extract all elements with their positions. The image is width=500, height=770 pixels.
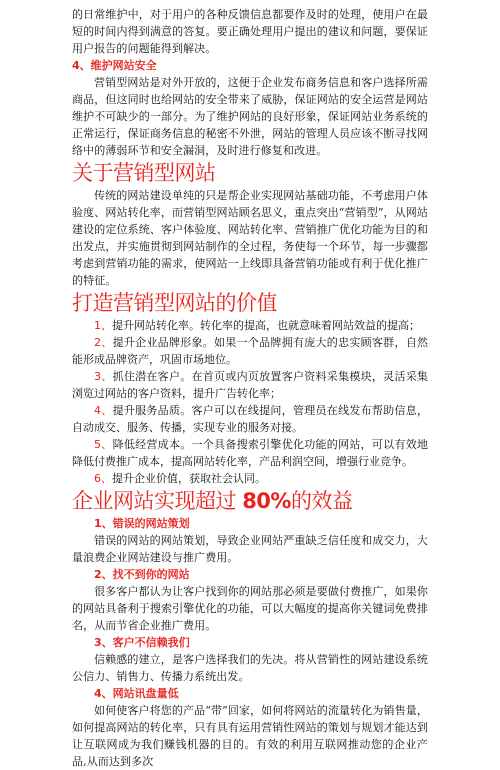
value-list [72, 317, 428, 487]
value-title: 打造营销型网站的价值 [72, 291, 277, 315]
about-title: 关于营销型网站 [72, 161, 216, 185]
value-item [72, 334, 428, 368]
effect-paragraph-3: 信赖感的建立，是客户选择我们的先决。将从营销性的网站建设系统公信力、销售力、传播力系统出发。 [72, 653, 428, 683]
effect-heading-2: 2、找不到你的网站 [94, 568, 190, 581]
value-item [72, 317, 428, 334]
value-item-text: 提升网站转化率。转化率的提高，也就意味着网站效益的提高； [112, 319, 420, 332]
value-item-text: 提升服务品质。客户可以在线提问，管理员在线发布帮助信息，自动成交、服务、传播，实现专业的服务对接。 [72, 404, 429, 434]
effect-heading-1: 1、错误的网站策划 [94, 517, 190, 530]
effect-title-prefix: 企业网站实现超过 [72, 489, 243, 513]
value-item-number: 1、 [94, 319, 112, 332]
value-item [72, 368, 428, 402]
value-item-text: 抓住潜在客户。在首页或内页放置客户资料采集模块，灵活采集浏览过网站的客户资料，提升广告转化率； [72, 370, 429, 400]
value-item [72, 402, 428, 436]
effect-heading-3: 3、客户不信赖我们 [94, 636, 190, 649]
value-item [72, 436, 428, 470]
value-item-number: 3、 [94, 370, 113, 383]
value-item-number: 6、 [94, 472, 112, 485]
value-item-number: 4、 [94, 404, 113, 417]
value-item-number: 5、 [94, 438, 113, 451]
effect-title-suffix: 的效益 [290, 489, 353, 513]
effect-paragraph-1: 错误的网站的网站策划，导致企业网站严重缺乏信任度和成交力，大量浪费企业网站建设与推广费用。 [72, 534, 428, 564]
value-item [72, 470, 428, 487]
value-item-text: 提升企业品牌形象。如果一个品牌拥有庞大的忠实顾客群，自然能形成品牌资产，巩固市场地位。 [72, 336, 429, 366]
value-item-number: 2、 [94, 336, 113, 349]
effect-paragraph-4: 如何使客户将您的产品“带”回家，如何将网站的流量转化为销售量，如何提高网站的转化率，只有具有运用营销性网站的策划与规划才能达到让互联网成为我们赚钱机器的目的。有效的利用互联网推动您的企业产品,从而达到多次 [72, 704, 428, 768]
value-item-text: 降低经营成本。一个具备搜索引擎优化功能的网站，可以有效地降低付费推广成本，提高网站转化率，产品利润空间，增强行业竞争。 [72, 438, 429, 468]
about-paragraph: 传统的网站建设单纯的只是帮企业实现网站基础功能，不考虑用户体验度、网站转化率，而营销型网站顾名思义，重点突出“营销型”，从网站建设的定位系统、客户体验度、网站转化率、营销推广优化功能为目的和出发点，并实施贯彻到网站制作的全过程，务使每一个环节，每一步骤都考虑到营销功能的需求，使网站一上线即具备营销功能或有利于优化推广的特征。 [72, 189, 428, 287]
effect-heading-4: 4、网站讯盘量低 [94, 687, 179, 700]
security-heading: 4、维护网站安全 [72, 59, 157, 72]
security-paragraph: 营销型网站是对外开放的，这便于企业发布商务信息和客户选择所需商品，但这同时也给网站的安全带来了威胁，保证网站的安全运营是网站维护不可缺少的一部分。为了维护网站的良好形象，保证网站业务系统的正常运行，保证商务信息的秘密不外泄，网站的管理人员应该不断寻找网络中的薄弱环节和安全漏洞，及时进行修复和改进。 [72, 76, 428, 157]
effect-title [72, 487, 428, 515]
value-item-text: 提升企业价值，获取社会认同。 [112, 472, 266, 485]
effect-title-number: 80% [242, 489, 291, 513]
intro-paragraph: 的日常维护中，对于用户的各种反馈信息都要作及时的处理，使用户在最短的时间内得到满意的答复。要正确处理用户提出的建议和问题，要保证用户报告的问题能得到解决。 [72, 8, 428, 55]
effect-paragraph-2: 很多客户都认为让客户找到你的网站那必须是要做付费推广，如果你的网站具备利于搜索引擎优化的功能，可以大幅度的提高你关键词免费排名，从而节省企业推广费用。 [72, 585, 428, 632]
